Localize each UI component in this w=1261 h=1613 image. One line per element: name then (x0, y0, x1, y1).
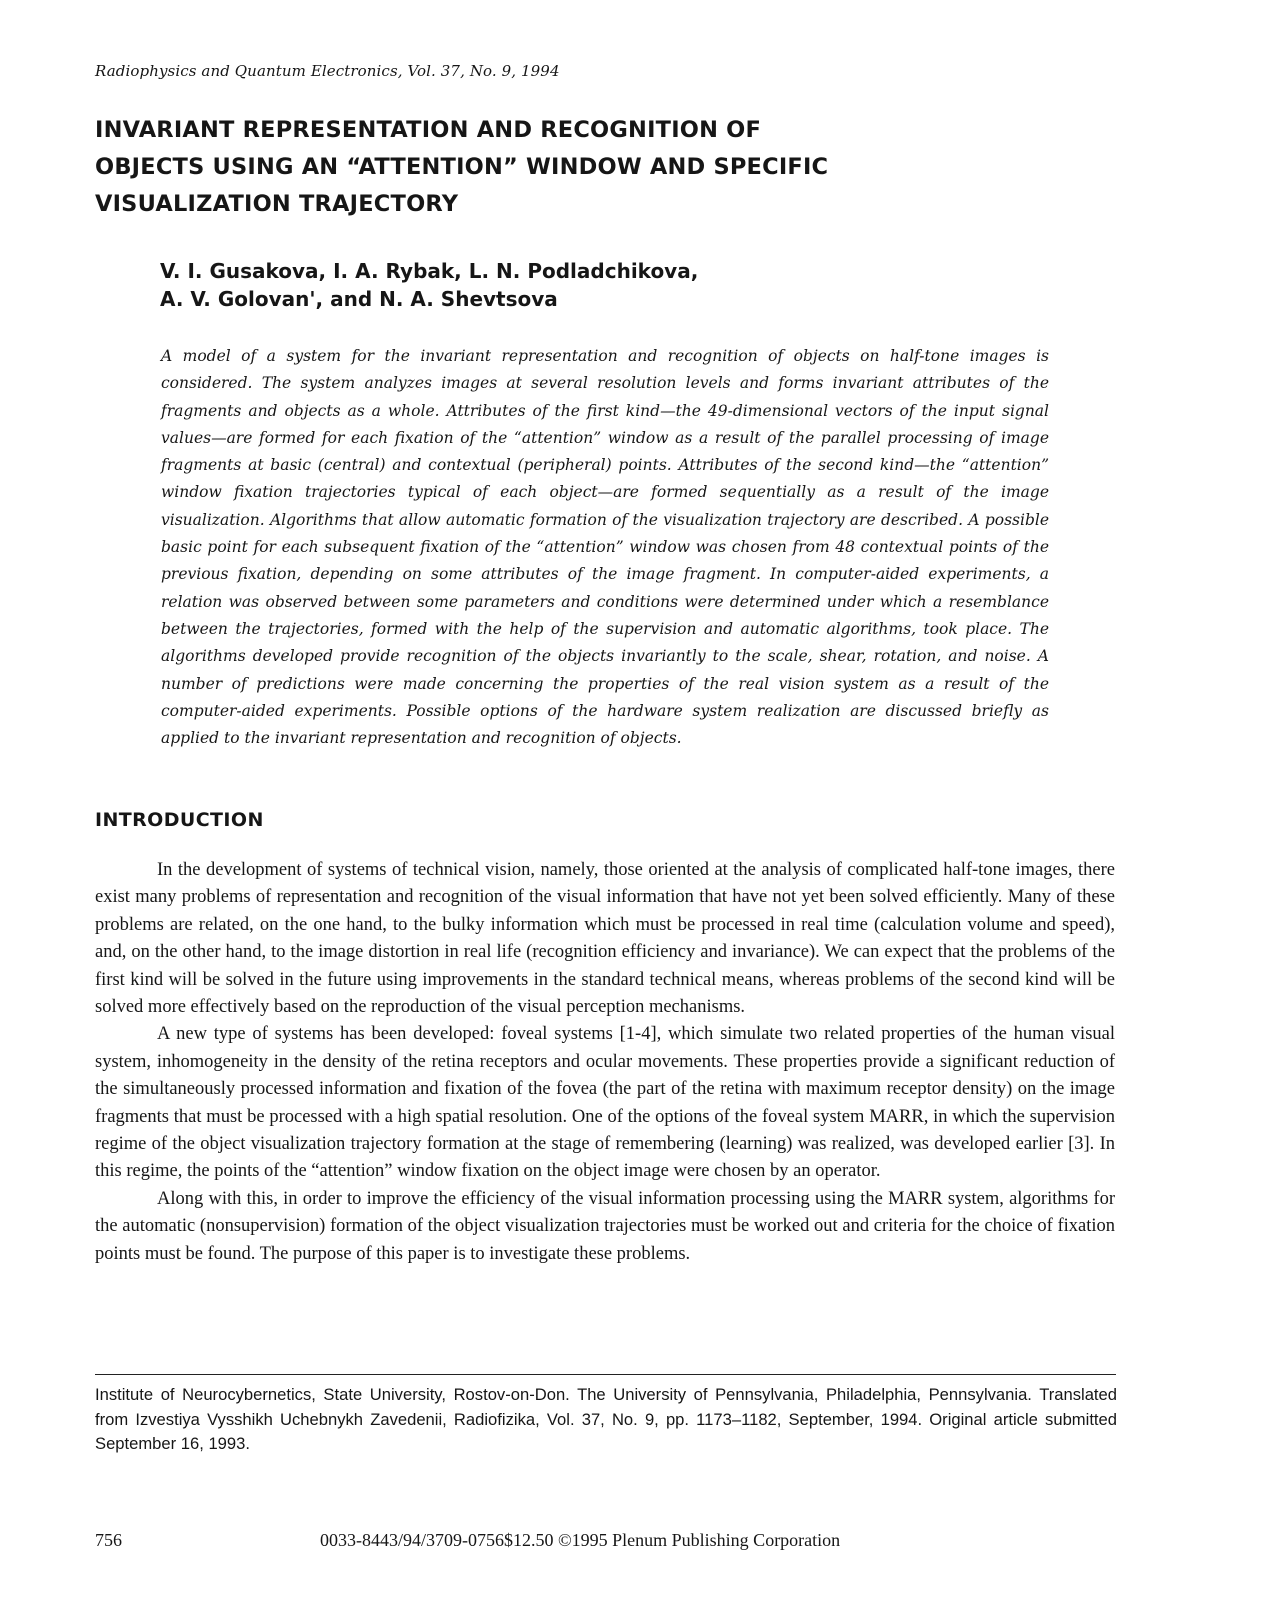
copyright-line: 0033-8443/94/3709-0756$12.50 ©1995 Plenum Publishing Corporation (320, 1530, 841, 1550)
journal-citation: Radiophysics and Quantum Electronics, Vol. 37, No. 9, 1994 (95, 62, 560, 80)
author-line-1: V. I. Gusakova, I. A. Rybak, L. N. Podladchikova, (160, 259, 699, 283)
article-title: INVARIANT REPRESENTATION AND RECOGNITION OF OBJECTS USING AN “ATTENTION” WINDOW AND SPECIFIC VISUALIZATION TRAJECTORY (95, 117, 829, 217)
author-list (160, 257, 860, 313)
paragraph-1: In the development of systems of technical vision, namely, those oriented at the analysis of complicated half-tone images, there exist many problems of representation and recognition of the visual information that have not yet been solved efficiently. Many of these problems are related, on the one hand, to the bulky information which must be processed in real time (calculation volume and speed), and, on the other hand, to the image distortion in real life (recognition efficiency and invariance). We can expect that the problems of the first kind will be solved in the future using improvements in the standard technical means, whereas problems of the second kind will be solved more effectively based on the reproduction of the visual perception mechanisms. (95, 860, 1115, 1018)
abstract: A model of a system for the invariant representation and recognition of objects on half-tone images is considered. The system analyzes images at several resolution levels and forms invariant attributes of the fragments and objects as a whole. Attributes of the first kind—the 49-dimensional vectors of the input signal values—are formed for each fixation of the “attention” window as a result of the parallel processing of image fragments at basic (central) and contextual (peripheral) points. Attributes of the second kind—the “attention” window fixation trajectories typical of each object—are formed sequentially as a result of the image visualization. Algorithms that allow automatic formation of the visualization trajectory are described. A possible basic point for each subsequent fixation of the “attention” window was chosen from 48 contextual points of the previous fixation, depending on some attributes of the image fragment. In computer-aided experiments, a relation was observed between some parameters and conditions were determined under which a resemblance between the trajectories, formed with the help of the supervision and automatic algorithms, took place. The algorithms developed provide recognition of the objects invariantly to the scale, shear, rotation, and noise. A number of predictions were made concerning the properties of the real vision system as a result of the computer-aided experiments. Possible options of the hardware system realization are discussed briefly as applied to the invariant representation and recognition of objects. (161, 347, 1049, 748)
section-heading-introduction: INTRODUCTION (95, 809, 264, 831)
introduction-body (95, 857, 1115, 1268)
affiliation-footnote: Institute of Neurocybernetics, State University, Rostov-on-Don. The University of Pennsylvania, Philadelphia, Pennsylvania. Translated from Izvestiya Vysshikh Uchebnykh Zavedenii, Radiofizika, Vol. 37, No. 9, pp. 1173–1182, September, 1994. Original article submitted September 16, 1993. (95, 1385, 1117, 1453)
page-number: 756 (95, 1530, 122, 1550)
paragraph-2: A new type of systems has been developed: foveal systems [1-4], which simulate two related properties of the human visual system, inhomogeneity in the density of the retina receptors and ocular movements. These properties provide a significant reduction of the simultaneously processed information and fixation of the fovea (the part of the retina with maximum receptor density) on the image fragments that must be processed with a high spatial resolution. One of the options of the foveal system MARR, in which the supervision regime of the object visualization trajectory formation at the stage of remembering (learning) was realized, was developed earlier [3]. In this regime, the points of the “attention” window fixation on the object image were chosen by an operator. (95, 1024, 1115, 1182)
author-line-2: A. V. Golovan', and N. A. Shevtsova (160, 287, 558, 311)
footnote-divider (95, 1374, 1116, 1375)
paragraph-3: Along with this, in order to improve the efficiency of the visual information processing using the MARR system, algorithms for the automatic (nonsupervision) formation of the object visualization trajectories must be worked out and criteria for the choice of fixation points must be found. The purpose of this paper is to investigate these problems. (95, 1188, 1115, 1264)
